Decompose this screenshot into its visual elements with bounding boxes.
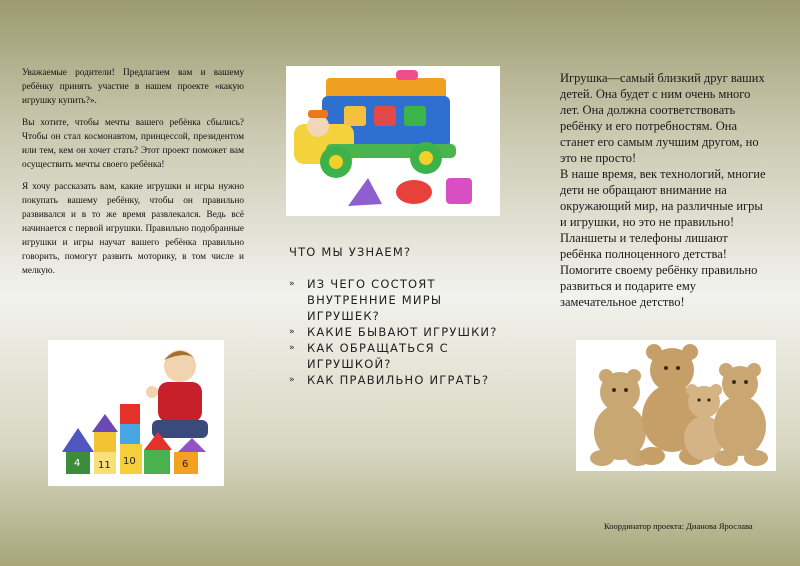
bullet-marker: » xyxy=(289,279,296,289)
bullet-marker: » xyxy=(289,375,296,385)
block-number-6: 6 xyxy=(182,459,189,470)
bullet-marker: » xyxy=(289,327,296,337)
teddy-bears-image xyxy=(576,340,776,471)
learn-list xyxy=(289,276,504,388)
intro-paragraph-1: Уважаемые родители! Предлагаем вам и вашему ребёнку принять участие в нашем проекте «какую игрушку купить?». xyxy=(22,68,244,106)
toy-friend-text-column xyxy=(560,70,766,310)
intro-paragraph-2: Вы хотите, чтобы мечты вашего ребёнка сбылись? Чтобы он стал космонавтом, принцессой, президентом или тем, кем он хочет стать? Этот проект поможет вам осуществить мечты своего ребёнка! xyxy=(22,118,244,170)
block-number-4: 4 xyxy=(74,458,81,469)
friend-paragraph-2: В наше время, век технологий, многие дети не обращают внимание на окружающий мир, на различные игры и игрушки, но это не правильно! Планшеты и телефоны лишают ребёнка полноценного детства! Помогите своему ребёнку правильно развиться и подарите ему замечательное детство! xyxy=(560,167,766,309)
learn-item-3: » КАК ОБРАЩАТЬСЯ С ИГРУШКОЙ? xyxy=(289,341,449,371)
block-number-10: 10 xyxy=(123,456,136,467)
learn-item-2: » КАКИЕ БЫВАЮТ ИГРУШКИ? xyxy=(289,325,498,339)
block-number-11: 11 xyxy=(98,460,111,471)
bullet-marker: » xyxy=(289,343,296,353)
intro-paragraph-3: Я хочу рассказать вам, какие игрушки и игры нужно покупать вашему ребёнку, чтобы он правильно развивался и в то же время развлекался. Ведь всё начинается с первой игрушки. Правильно подобранные игрушки и игры научат вашего ребёнка правильно говорить, помогут развить моторику, в том числе и мелкую. xyxy=(22,182,244,276)
learn-heading: ЧТО МЫ УЗНАЕМ? xyxy=(289,245,412,259)
learn-item-1: » ИЗ ЧЕГО СОСТОЯТ ВНУТРЕННИЕ МИРЫ ИГРУШЕК? xyxy=(289,277,443,323)
toy-truck-image xyxy=(286,66,500,216)
child-blocks-image xyxy=(48,340,224,486)
project-coordinator-footer: Координатор проекта: Дианова Ярослава xyxy=(604,521,753,531)
learn-item-4: » КАК ПРАВИЛЬНО ИГРАТЬ? xyxy=(289,373,490,387)
intro-text-column xyxy=(22,66,244,286)
friend-paragraph-1: Игрушка—самый близкий друг ваших детей. Она будет с ним очень много лет. Она должна соответствовать ребёнку и его потребностям. Она станет его самым лучшим другом, но это не просто! xyxy=(560,71,765,165)
